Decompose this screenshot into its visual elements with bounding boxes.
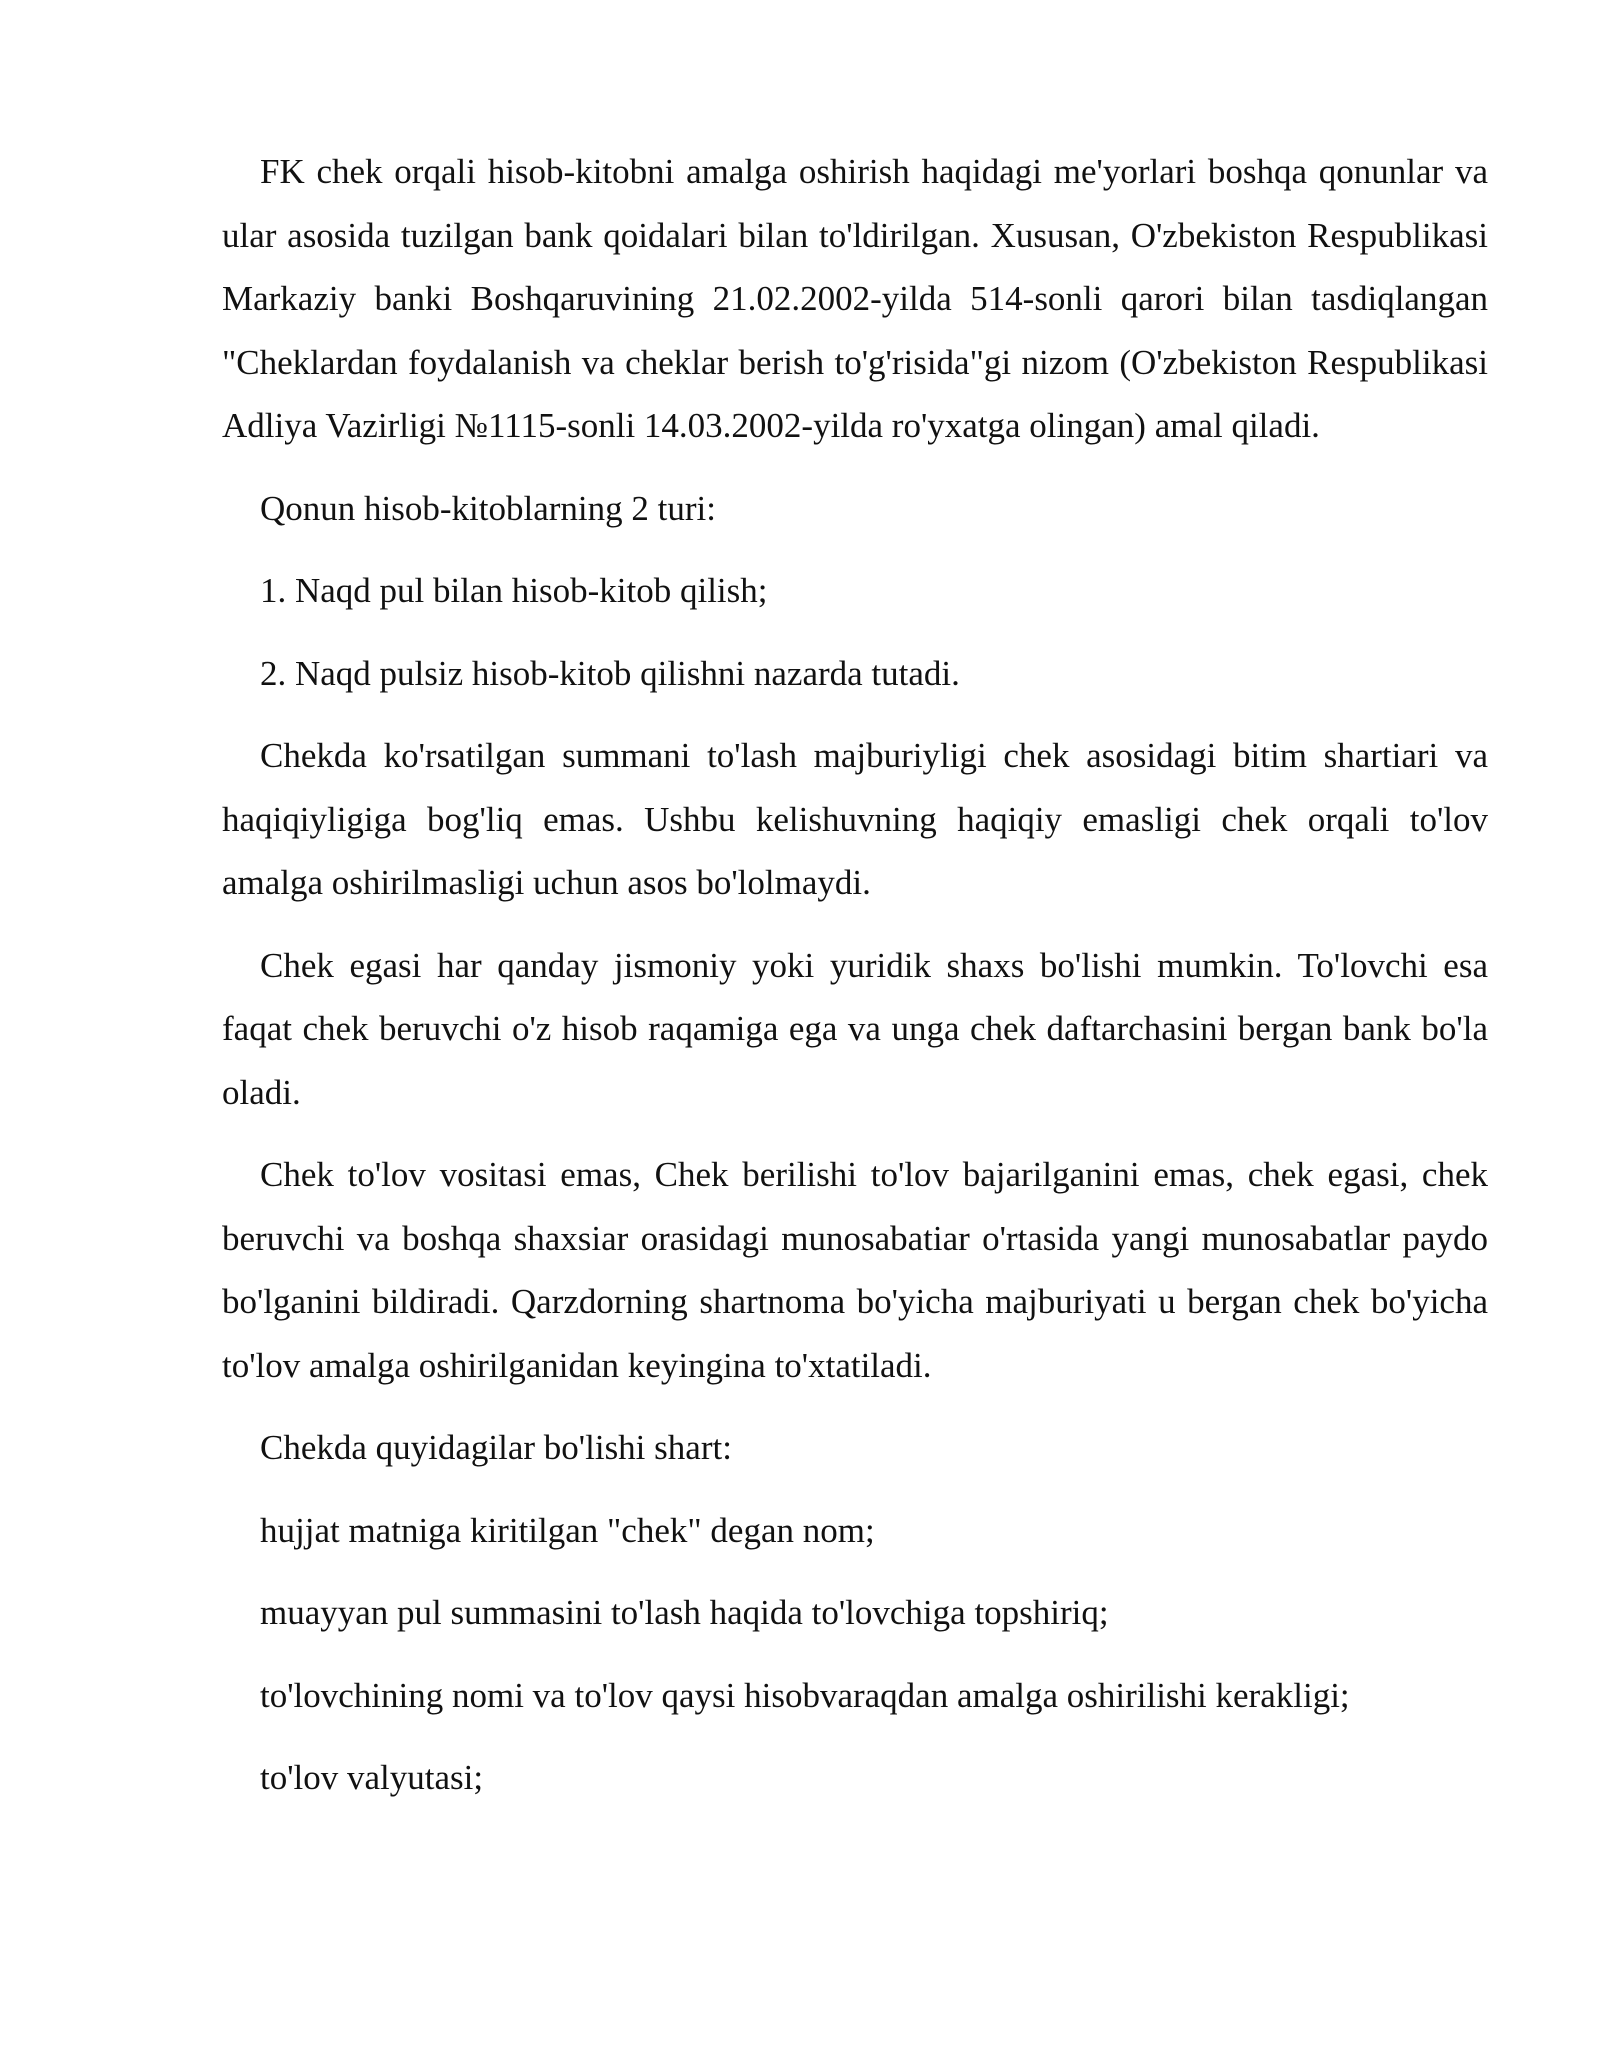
list-item-payer-name-account: to'lovchining nomi va to'lov qaysi hisobvaraqdan amalga oshirilishi kerakligi; [260,1675,1350,1715]
paragraph-cheque-regulations: FK chek orqali hisob-kitobni amalga oshirish haqidagi me'yorlari boshqa qonunlar va ular asosida tuzilgan bank qoidalari bilan to'ldirilgan. Xususan, O'zbekiston Respublikasi Markaziy banki Boshqaruvining 21.02.2002-yilda 514-sonli qarori bilan tasdiqlangan "Cheklardan foydalanish va cheklar berish to'g'risida"gi nizom (O'zbekiston Respublikasi Adliya Vazirligi №1115-sonli 14.03.2002-yilda ro'yxatga olingan) amal qiladi. [222,152,1488,445]
paragraph-required-elements-intro: Chekda quyidagilar bo'lishi shart: [260,1428,732,1467]
paragraph-payment-obligation: Chekda ko'rsatilgan summani to'lash majburiyligi chek asosidagi bitim shartiari va haqiqiyligiga bog'liq emas. Ushbu kelishuvning haqiqiy emasligi chek orqali to'lov amalga oshirilmasligi uchun asos bo'lolmaydi. [222,736,1488,902]
paragraph-cheque-not-payment-means: Chek to'lov vositasi emas, Chek berilishi to'lov bajarilganini emas, chek egasi, chek beruvchi va boshqa shaxsiar orasidagi munosabatiar o'rtasida yangi munosabatlar paydo bo'lganini bildiradi. Qarzdorning shartnoma bo'yicha majburiyati u bergan chek bo'yicha to'lov amalga oshirilganidan keyingina to'xtatiladi. [222,1155,1488,1385]
list-item-cash-settlement: 1. Naqd pul bilan hisob-kitob qilish; [260,571,768,610]
list-item-payment-instruction: muayyan pul summasini to'lash haqida to'lovchiga topshiriq; [260,1593,1109,1632]
list-item-payment-currency: to'lov valyutasi; [260,1758,484,1797]
paragraph-cheque-holder: Chek egasi har qanday jismoniy yoki yuridik shaxs bo'lishi mumkin. To'lovchi esa faqat chek beruvchi o'z hisob raqamiga ega va unga chek daftarchasini bergan bank bo'la oladi. [222,945,1488,1112]
list-item-cheque-name: hujjat matniga kiritilgan "chek" degan nom; [260,1510,875,1550]
document-body [222,140,1488,1829]
paragraph-settlement-types-intro: Qonun hisob-kitoblarning 2 turi: [260,488,716,528]
list-item-cashless-settlement: 2. Naqd pulsiz hisob-kitob qilishni nazarda tutadi. [260,653,960,693]
